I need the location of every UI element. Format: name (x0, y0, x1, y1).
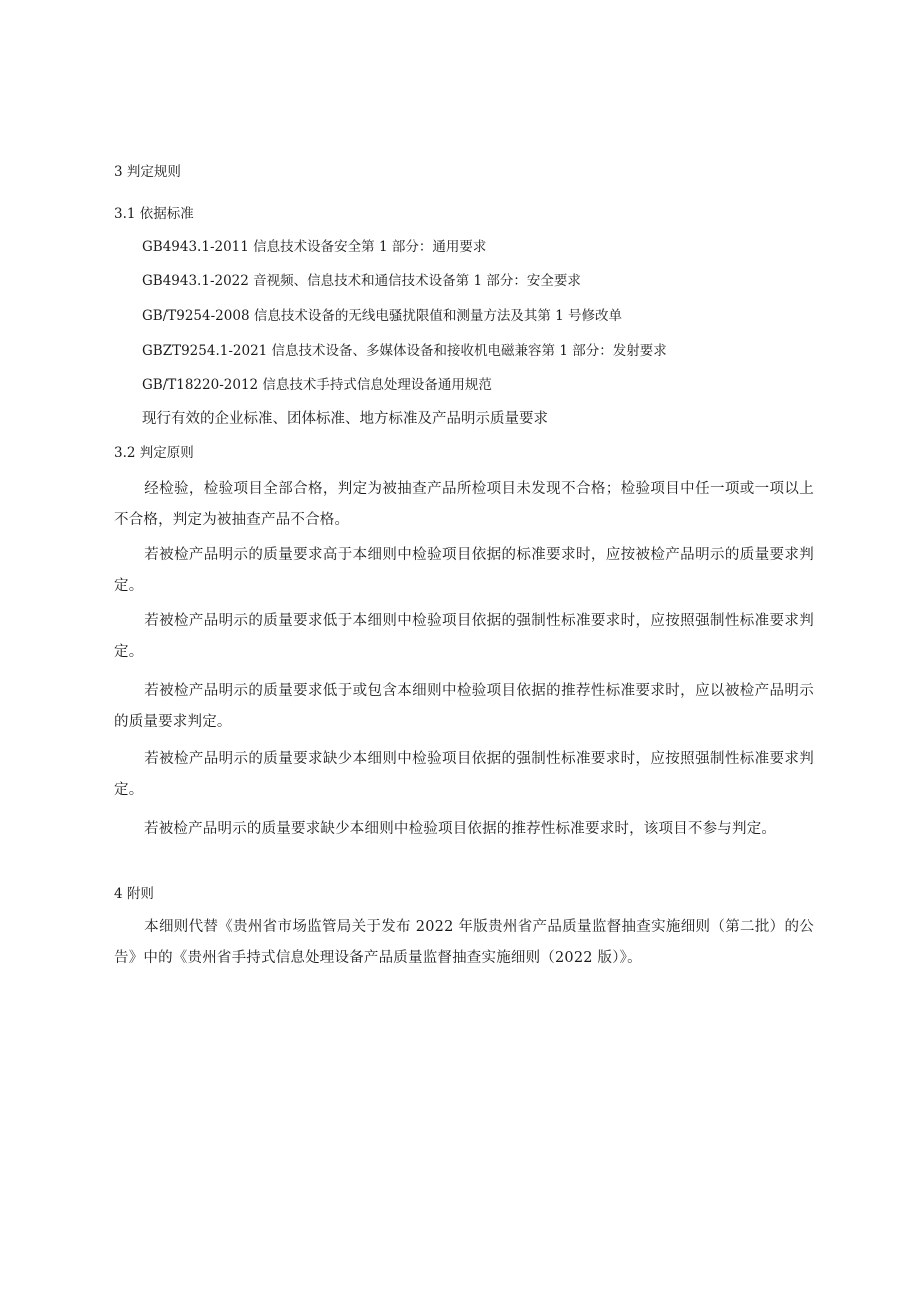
principle-paragraph: 经检验，检验项目全部合格，判定为被抽查产品所检项目未发现不合格；检验项目中任一项或一项以上不合格，判定为被抽查产品不合格。 (114, 481, 814, 528)
principle-paragraph: 若被检产品明示的质量要求缺少本细则中检验项目依据的强制性标准要求时，应按照强制性标准要求判定。 (114, 751, 814, 798)
standard-item: GBZT9254.1-2021 信息技术设备、多媒体设备和接收机电磁兼容第 1 部分：发射要求 (142, 343, 667, 359)
principle-paragraph: 若被检产品明示的质量要求低于本细则中检验项目依据的强制性标准要求时，应按照强制性标准要求判定。 (114, 613, 814, 660)
standard-note: 现行有效的企业标准、团体标准、地方标准及产品明示质量要求 (142, 411, 548, 427)
principle-paragraph: 若被检产品明示的质量要求高于本细则中检验项目依据的标准要求时，应按被检产品明示的质量要求判定。 (114, 547, 814, 594)
standard-item: GB4943.1-2022 音视频、信息技术和通信技术设备第 1 部分：安全要求 (142, 273, 581, 289)
section-4-paragraph: 本细则代替《贵州省市场监管局关于发布 2022 年版贵州省产品质量监督抽查实施细则（第二批）的公告》中的《贵州省手持式信息处理设备产品质量监督抽查实施细则（2022 版）》。 (114, 919, 814, 966)
principle-paragraph: 若被检产品明示的质量要求缺少本细则中检验项目依据的推荐性标准要求时，该项目不参与判定。 (144, 821, 777, 837)
section-4-heading: 4 附则 (114, 886, 154, 902)
principle-paragraph: 若被检产品明示的质量要求低于或包含本细则中检验项目依据的推荐性标准要求时，应以被检产品明示的质量要求判定。 (114, 683, 814, 730)
standard-item: GB/T18220-2012 信息技术手持式信息处理设备通用规范 (142, 377, 492, 393)
section-3-heading: 3 判定规则 (114, 164, 181, 180)
standard-item: GB/T9254-2008 信息技术设备的无线电骚扰限值和测量方法及其第 1 号修改单 (142, 308, 622, 324)
section-3-2-heading: 3.2 判定原则 (114, 445, 194, 461)
section-3-1-heading: 3.1 依据标准 (114, 206, 194, 222)
standard-item: GB4943.1-2011 信息技术设备安全第 1 部分：通用要求 (142, 239, 487, 255)
